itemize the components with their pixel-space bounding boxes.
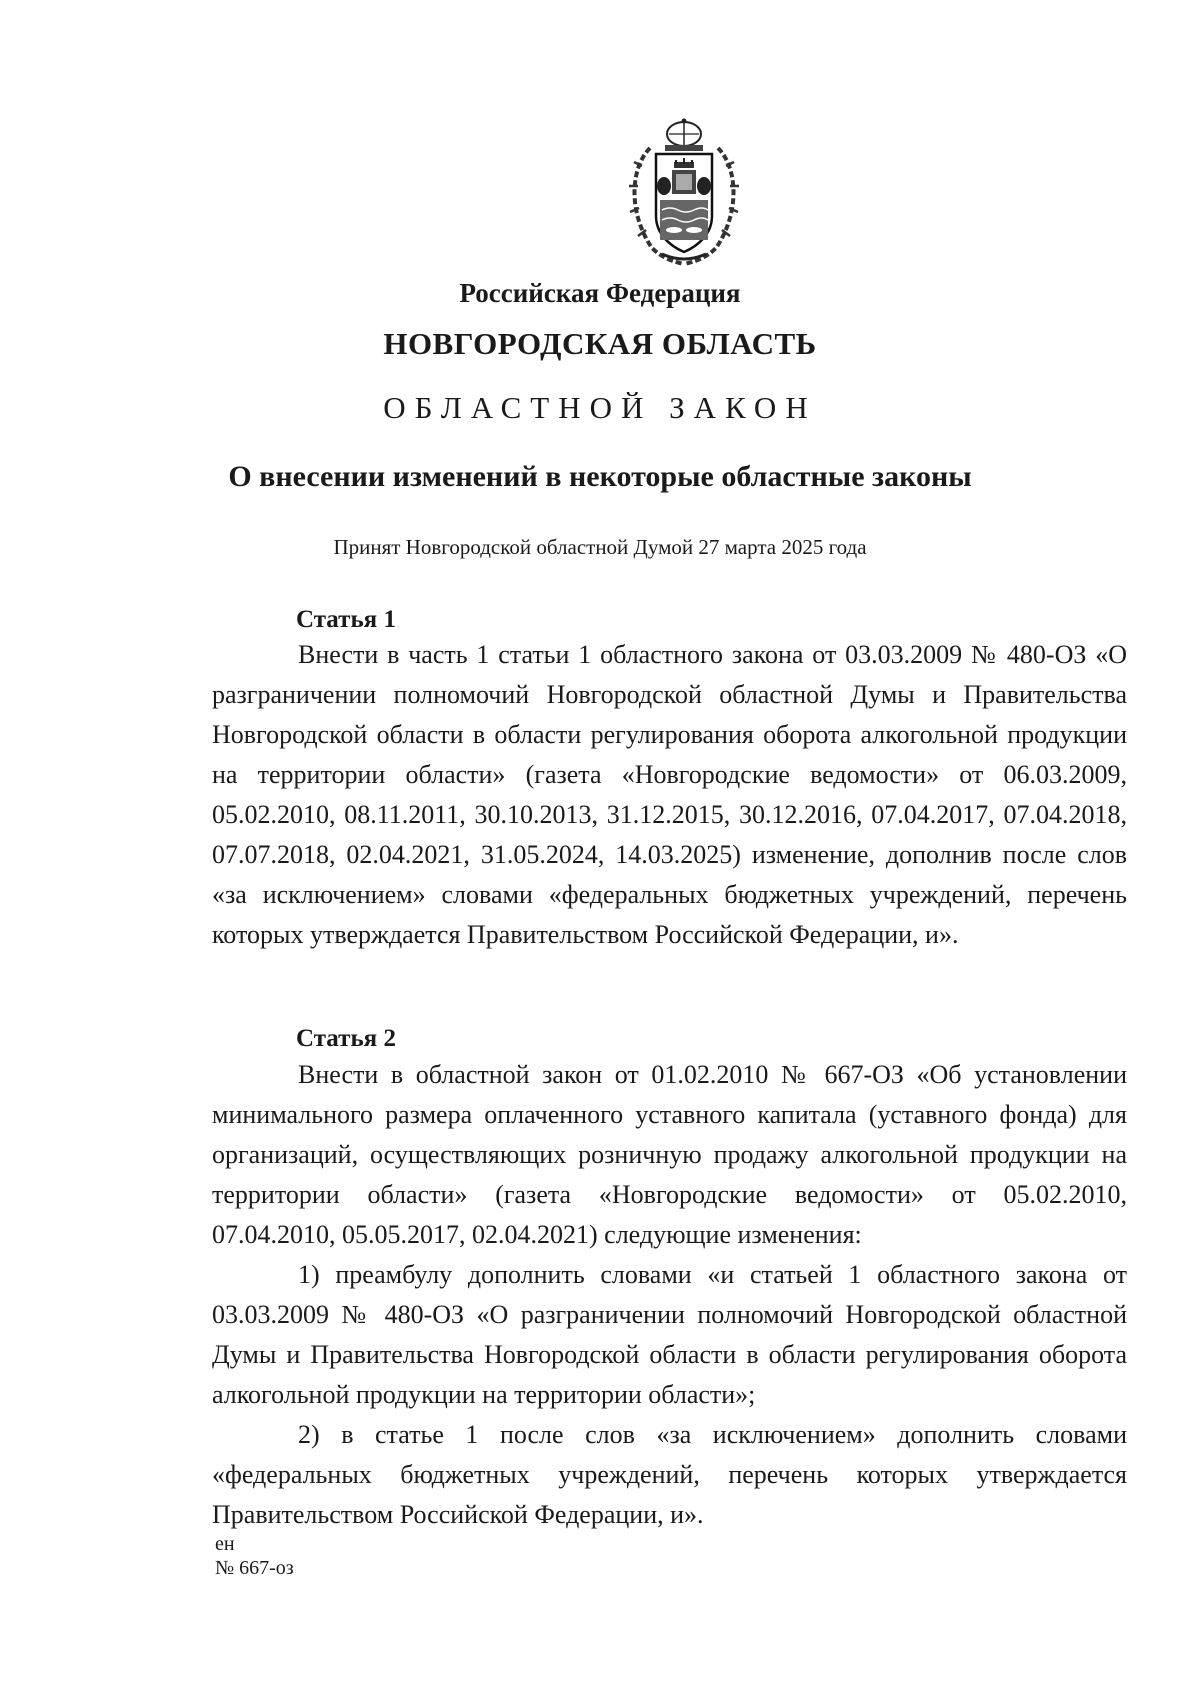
article-2-heading: Статья 2 [296, 1025, 396, 1052]
adoption-note: Принят Новгородской областной Думой 27 марта 2025 года [333, 535, 867, 559]
region-name: НОВГОРОДСКАЯ ОБЛАСТЬ [383, 326, 817, 361]
law-type: ОБЛАСТНОЙ ЗАКОН [383, 390, 817, 425]
article-2-item-1: 1) преамбулу дополнить словами «и статьей 1 областного закона от 03.03.2009 № 480-ОЗ «О разграничении полномочий Новгородской областной Думы и Правительства Новгородской области в области регулирования оборота алкогольной продукции на территории области»; [212, 1260, 1127, 1409]
article-1-text: Внести в часть 1 статьи 1 областного закона от 03.03.2009 № 480-ОЗ «О разграничении полномочий Новгородской областной Думы и Правительства Новгородской области в области регулирования оборота алкогольной продукции на территории области» (газета «Новгородские ведомости» от 06.03.2009, 05.02.2010, 08.11.2011, 30.10.2013, 31.12.2015, 30.12.2016, 07.04.2017, 07.04.2018, 07.07.2018, 02.04.2021, 31.05.2024, 14.03.2025) изменение, дополнив после слов «за исключением» словами «федеральных бюджетных учреждений, перечень которых утверждается Правительством Российской Федерации, и». [212, 640, 1127, 949]
article-2-intro: Внести в областной закон от 01.02.2010 № 667-ОЗ «Об установлении минимального размера оплаченного уставного капитала (уставного фонда) для организаций, осуществляющих розничную продажу алкогольной продукции на территории области» (газета «Новгородские ведомости» от 05.02.2010, 07.04.2010, 05.05.2017, 02.04.2021) следующие изменения: [212, 1060, 1127, 1249]
article-2-item-2: 2) в статье 1 после слов «за исключением» дополнить словами «федеральных бюджетных учреждений, перечень которых утверждается Правительством Российской Федерации, и». [212, 1420, 1127, 1529]
novgorod-coat-of-arms-icon [622, 118, 746, 266]
footer-initials: ен [215, 1533, 235, 1555]
footer-document-number: № 667-оз [215, 1557, 294, 1579]
country-name: Российская Федерация [459, 278, 741, 308]
law-title: О внесении изменений в некоторые областные законы [228, 460, 972, 493]
article-1-heading: Статья 1 [296, 606, 396, 633]
